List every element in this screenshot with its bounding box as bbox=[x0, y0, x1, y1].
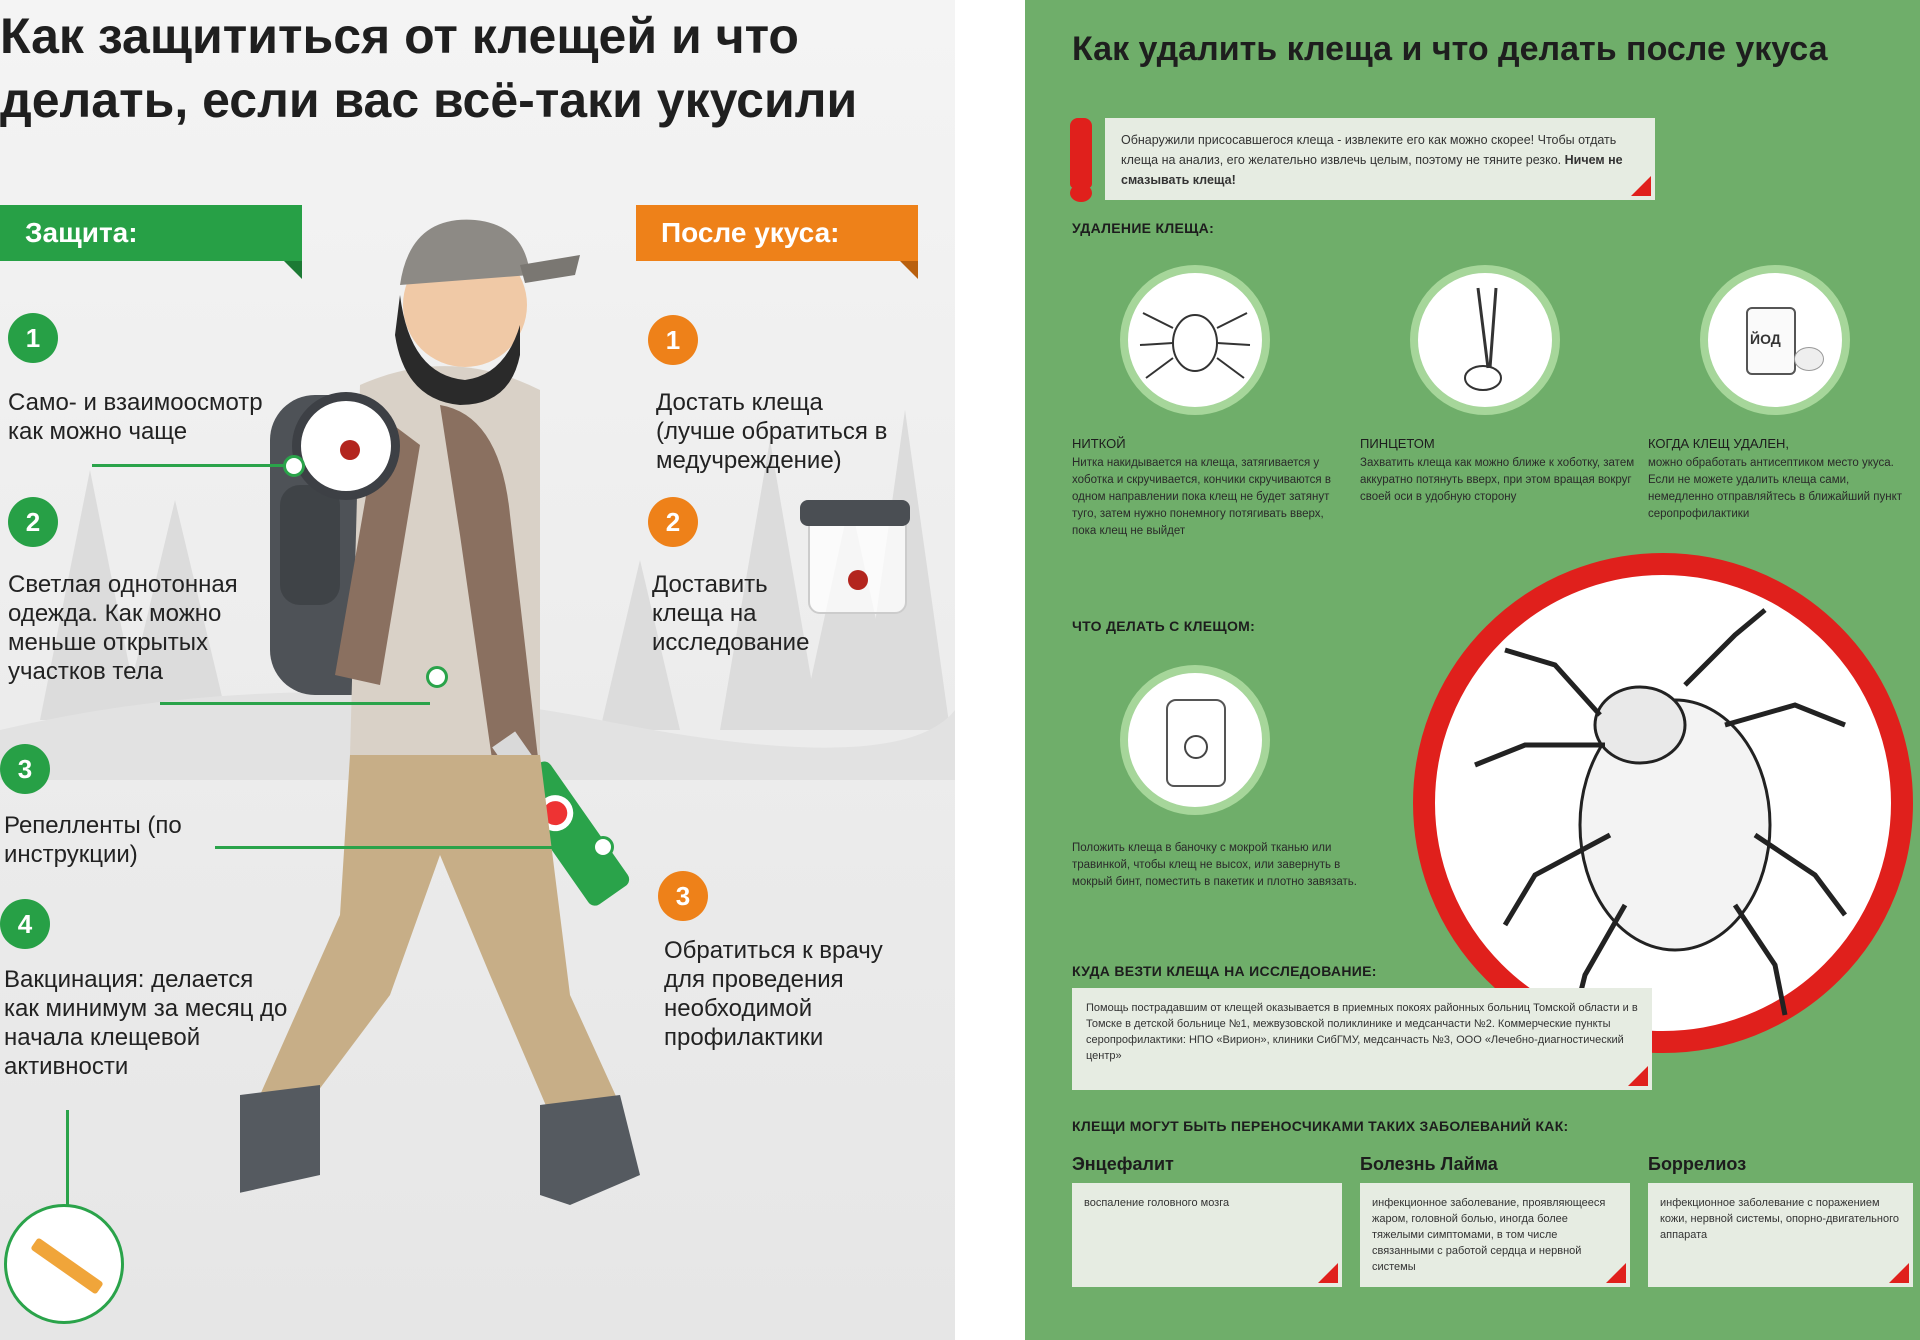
removal-heading: УДАЛЕНИЕ КЛЕЩА: bbox=[1072, 220, 1215, 236]
protection-num-2: 2 bbox=[8, 497, 58, 547]
after-num-1: 1 bbox=[648, 315, 698, 365]
tweezers-sketch-icon bbox=[1418, 273, 1552, 407]
leader-line-3 bbox=[215, 846, 600, 849]
thread-method-icon bbox=[1120, 265, 1270, 415]
hiker-illustration bbox=[240, 215, 780, 1245]
disease-box-borreliosis bbox=[1648, 1183, 1913, 1287]
tweezers-method-icon bbox=[1410, 265, 1560, 415]
what-text: Положить клеща в баночку с мокрой тканью или травинкой, чтобы клещ не высох, или завернуть в мокрый бинт, поместить в пакетик и плотно завязать. bbox=[1072, 842, 1357, 888]
after-text-3: Обратиться к врачу для проведения необходимой профилактики bbox=[664, 937, 883, 1051]
method-thread-title: НИТКОЙ bbox=[1072, 436, 1126, 451]
method-after-text: можно обработать антисептиком место укуса. Если не можете удалить клеща сами, немедленно отправляйтесь в ближайший пункт серопрофилактики bbox=[1648, 457, 1903, 520]
page-title: Как защититься от клещей и что делать, если вас всё-таки укусили bbox=[0, 8, 858, 128]
diseases-heading: КЛЕЩИ МОГУТ БЫТЬ ПЕРЕНОСЧИКАМИ ТАКИХ ЗАБОЛЕВАНИЙ КАК: bbox=[1072, 1118, 1569, 1134]
right-poster bbox=[1025, 0, 1920, 1340]
disease-name-encephalitis: Энцефалит bbox=[1072, 1154, 1174, 1174]
exclamation-icon bbox=[1070, 118, 1092, 188]
large-tick-icon bbox=[1435, 575, 1891, 1031]
where-heading: КУДА ВЕЗТИ КЛЕЩА НА ИССЛЕДОВАНИЕ: bbox=[1072, 963, 1377, 979]
leader-dot-3 bbox=[592, 836, 614, 858]
tick-warning-sign bbox=[1413, 553, 1913, 1053]
left-infographic bbox=[0, 0, 955, 1340]
protection-num-3: 3 bbox=[0, 744, 50, 794]
protection-text-1: Само- и взаимоосмотр как можно чаще bbox=[8, 389, 263, 445]
protection-tag: Защита: bbox=[0, 205, 302, 261]
protection-num-1: 1 bbox=[8, 313, 58, 363]
after-num-2: 2 bbox=[648, 497, 698, 547]
leader-dot-1 bbox=[283, 455, 305, 477]
disease-name-lyme: Болезнь Лайма bbox=[1360, 1154, 1498, 1174]
tick-icon bbox=[340, 440, 360, 460]
iodine-label: ЙОД bbox=[1750, 331, 1781, 347]
tick-sketch-icon bbox=[1128, 273, 1262, 407]
method-after-title: КОГДА КЛЕЩ УДАЛЕН, bbox=[1648, 436, 1790, 451]
disease-text-lyme: инфекционное заболевание, проявляющееся жаром, головной болью, иногда более тяжелыми симптомами, в том числе связанными с работой сердца и нервной системы bbox=[1372, 1197, 1606, 1273]
alert-bold: Ничем не смазывать клеща! bbox=[1121, 153, 1623, 187]
alert-text: Обнаружили присосавшегося клеща - извлеките его как можно скорее! Чтобы отдать клеща на анализ, его желательно извлечь целым, поэтому не тяните резко. bbox=[1121, 133, 1617, 167]
method-thread-text: Нитка накидывается на клеща, затягивается у хоботка и скручивается, кончики скручиваются в одном направлении пока клещ не будет затянут туго, затем нужно понемногу потягивать вверх, пока клещ не выйдет bbox=[1072, 457, 1331, 537]
syringe-body bbox=[30, 1237, 104, 1294]
protection-num-4: 4 bbox=[0, 899, 50, 949]
method-tweezers-title: ПИНЦЕТОМ bbox=[1360, 436, 1435, 451]
disease-text-encephalitis: воспаление головного мозга bbox=[1084, 1197, 1230, 1209]
alert-box bbox=[1105, 118, 1655, 200]
leader-line-4 bbox=[66, 1110, 69, 1206]
poster-title: Как удалить клеща и что делать после укуса bbox=[1072, 30, 1828, 68]
exclamation-dot bbox=[1070, 184, 1092, 202]
after-text-2: Доставить клеща на исследование bbox=[652, 571, 810, 656]
protection-text-2: Светлая однотонная одежда. Как можно меньше открытых участков тела bbox=[8, 571, 238, 685]
protection-text-3: Репелленты (по инструкции) bbox=[4, 812, 182, 868]
where-text: Помощь пострадавшим от клещей оказывается в приемных покоях районных больниц Томской области и в Томске в детской больнице №1, межвузовской поликлинике и медсанчасти №2. Коммерческие пункты серопрофилактики: НПО «Вирион», клиники СибГМУ, медсанчасть №3, ООО «Лечебно-диагностический центр» bbox=[1086, 1002, 1638, 1062]
jar-with-tick-icon bbox=[1120, 665, 1270, 815]
jar-tick-icon bbox=[848, 570, 868, 590]
disease-text-borreliosis: инфекционное заболевание с поражением кожи, нервной системы, опорно-двигательного аппарата bbox=[1660, 1197, 1899, 1241]
jar-lid bbox=[800, 500, 910, 526]
cotton-icon bbox=[1794, 347, 1824, 371]
where-box bbox=[1072, 988, 1652, 1090]
after-bite-tag: После укуса: bbox=[636, 205, 918, 261]
leader-line-2 bbox=[160, 702, 430, 705]
disease-name-borreliosis: Боррелиоз bbox=[1648, 1154, 1747, 1174]
jar-sketch-tick bbox=[1184, 735, 1208, 759]
leader-line-1 bbox=[92, 464, 292, 467]
after-num-3: 3 bbox=[658, 871, 708, 921]
disease-box-lyme bbox=[1360, 1183, 1630, 1287]
after-text-1: Достать клеща (лучше обратиться в медучреждение) bbox=[656, 389, 888, 474]
leader-dot-2 bbox=[426, 666, 448, 688]
syringe-icon bbox=[4, 1204, 124, 1324]
protection-text-4: Вакцинация: делается как минимум за месяц до начала клещевой активности bbox=[4, 966, 288, 1080]
disease-box-encephalitis bbox=[1072, 1183, 1342, 1287]
what-heading: ЧТО ДЕЛАТЬ С КЛЕЩОМ: bbox=[1072, 618, 1256, 634]
method-tweezers-text: Захватить клеща как можно ближе к хоботку, затем аккуратно потянуть вверх, при этом вращая вокруг своей оси в удобную сторону bbox=[1360, 457, 1635, 503]
iodine-icon bbox=[1700, 265, 1850, 415]
